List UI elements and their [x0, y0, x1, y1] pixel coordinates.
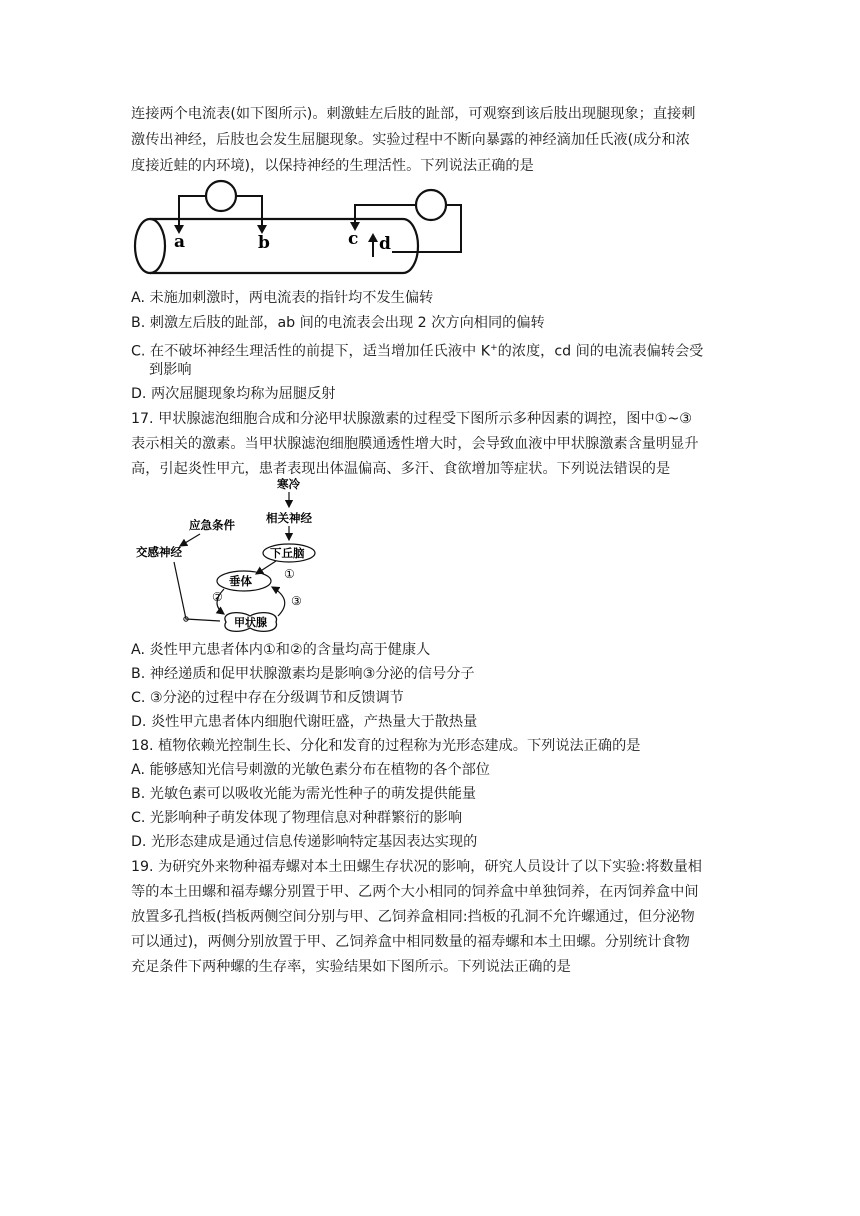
cold-label: 寒冷 [277, 477, 300, 491]
nerve-label: 相关神经 [266, 511, 312, 525]
q18-option-c: C. 光影响种子萌发体现了物理信息对种群繁衍的影响 [131, 810, 463, 826]
q19-stem-line-2: 等的本土田螺和福寿螺分别置于甲、乙两个大小相同的饲养盒中单独饲养，在丙饲养盒中间 [131, 884, 699, 900]
q18-option-a: A. 能够感知光信号刺激的光敏色素分布在植物的各个部位 [131, 762, 490, 778]
q16-option-d: D. 两次屈腿现象均称为屈腿反射 [131, 386, 336, 402]
nerve-galvanometer-figure [128, 176, 473, 276]
q19-stem-line-5: 充足条件下两种螺的生存率，实验结果如下图所示。下列说法正确的是 [131, 959, 571, 975]
q16-option-c-pre: C. 在不破坏神经生理活性的前提下，适当增加任氏液中 K [131, 343, 491, 360]
point-c-label: c [348, 229, 359, 249]
point-a-label: a [174, 232, 186, 252]
q18-option-b: B. 光敏色素可以吸收光能为需光性种子的萌发提供能量 [131, 786, 477, 802]
hypothalamus-label: 下丘脑 [270, 546, 305, 560]
thyroid-regulation-figure [128, 474, 328, 636]
q16-option-a: A. 未施加刺激时，两电流表的指针均不发生偏转 [131, 290, 434, 306]
point-b-label: b [258, 233, 270, 253]
q17-option-b: B. 神经递质和促甲状腺激素均是影响③分泌的信号分子 [131, 666, 475, 682]
q18-stem: 18. 植物依赖光控制生长、分化和发育的过程称为光形态建成。下列说法正确的是 [131, 738, 641, 754]
sympathetic-label: 交感神经 [136, 545, 182, 559]
q19-stem-line-4: 可以通过)，两侧分别放置于甲、乙饲养盒中相同数量的福寿螺和本土田螺。分别统计食物 [131, 934, 690, 950]
intro-line-2: 激传出神经，后肢也会发生屈腿现象。实验过程中不断向暴露的神经滴加任氏液(成分和浓 [131, 132, 690, 148]
thyroid-label: 甲状腺 [234, 616, 267, 629]
hormone-3-label: ③ [291, 594, 302, 608]
q16-option-b: B. 刺激左后肢的趾部，ab 间的电流表会出现 2 次方向相同的偏转 [131, 315, 545, 331]
q17-option-a: A. 炎性甲亢患者体内①和②的含量均高于健康人 [131, 642, 431, 658]
q16-option-c-post: 的浓度，cd 间的电流表偏转会受 [497, 343, 704, 360]
q17-option-d: D. 炎性甲亢患者体内细胞代谢旺盛，产热量大于散热量 [131, 714, 478, 730]
pituitary-label: 垂体 [229, 574, 252, 588]
intro-line-1: 连接两个电流表(如下图所示)。刺激蛙左后肢的趾部，可观察到该后肢出现腿现象；直接刺 [131, 106, 696, 122]
intro-line-3: 度接近蛙的内环境)，以保持神经的生理活性。下列说法正确的是 [131, 158, 534, 174]
hormone-1-label: ① [284, 567, 295, 581]
point-d-label: d [379, 234, 391, 254]
emergency-label: 应急条件 [189, 518, 235, 532]
q16-option-c-sup: + [490, 343, 498, 353]
q19-stem-line-1: 19. 为研究外来物种福寿螺对本土田螺生存状况的影响，研究人员设计了以下实验:将数量相 [131, 859, 702, 875]
galvanometer-2 [416, 190, 446, 220]
q16-option-c-cont: 到影响 [149, 362, 192, 378]
q16-option-c [131, 338, 703, 362]
q17-option-c: C. ③分泌的过程中存在分级调节和反馈调节 [131, 690, 404, 706]
q17-stem-line-3: 高，引起炎性甲亢，患者表现出体温偏高、多汗、食欲增加等症状。下列说法错误的是 [131, 461, 671, 477]
hormone-2-label: ② [212, 590, 223, 604]
q17-stem-line-1: 17. 甲状腺滤泡细胞合成和分泌甲状腺激素的过程受下图所示多种因素的调控，图中①~③ [131, 411, 692, 427]
q17-stem-line-2: 表示相关的激素。当甲状腺滤泡细胞膜通透性增大时，会导致血液中甲状腺激素含量明显升 [131, 436, 699, 452]
galvanometer-1 [206, 181, 236, 211]
q19-stem-line-3: 放置多孔挡板(挡板两侧空间分别与甲、乙饲养盒相同:挡板的孔洞不允许螺通过，但分泌物 [131, 909, 695, 925]
q18-option-d: D. 光形态建成是通过信息传递影响特定基因表达实现的 [131, 834, 478, 850]
